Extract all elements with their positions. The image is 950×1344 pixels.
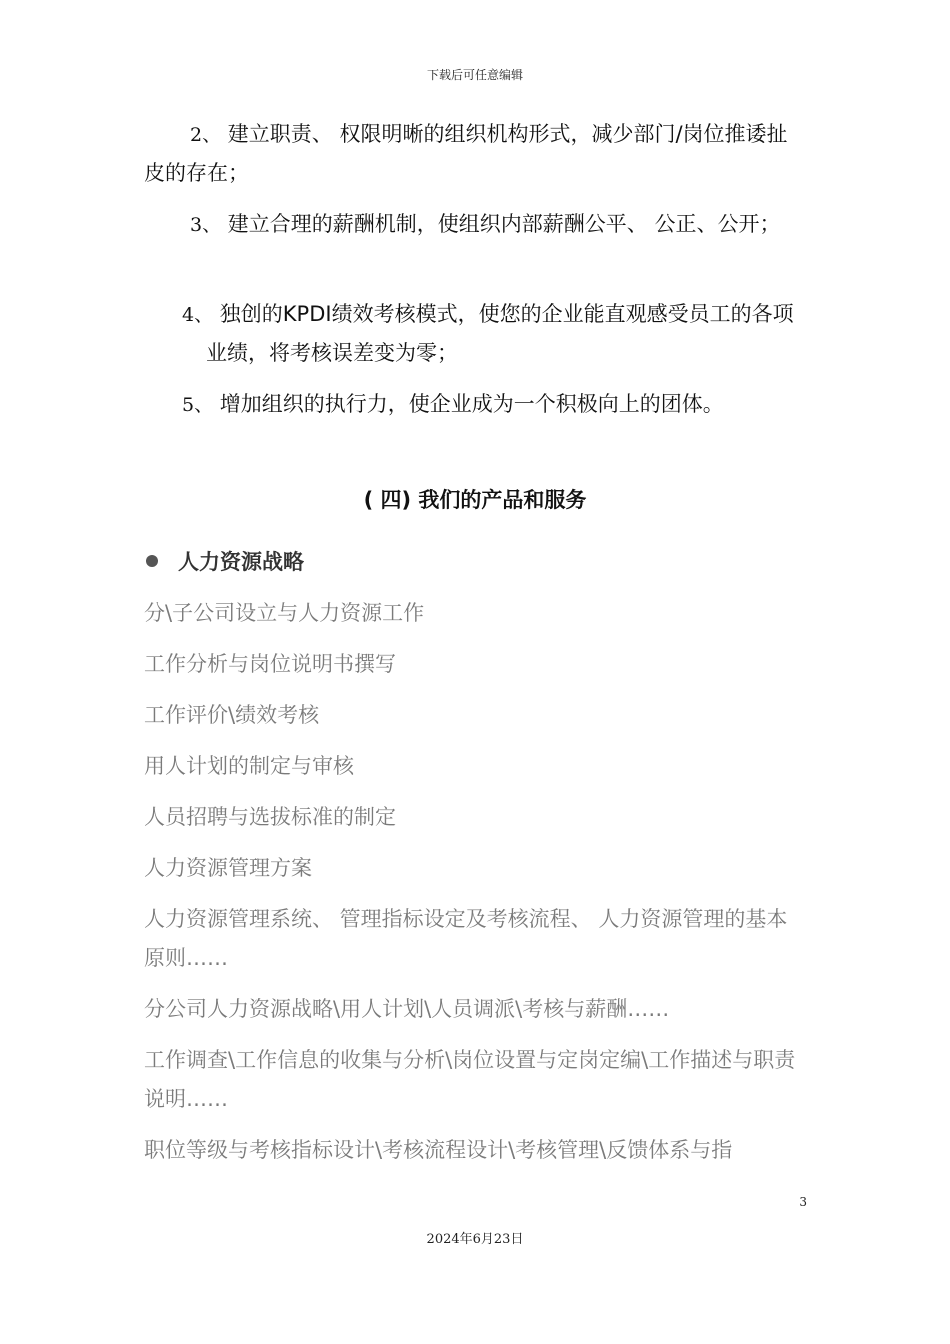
numbered-item-5 [144,385,806,424]
item-number: 2、 [190,124,222,146]
numbered-item-4 [144,295,806,372]
list-item: 分\子公司设立与人力资源工作 [144,601,425,625]
item-text: 建立合理的薪酬机制，使组织内部薪酬公平、 公正、公开； [221,212,781,236]
list-item: 分公司人力资源战略\用人计划\人员调派\考核与薪酬…… [144,997,670,1021]
bullet-heading [144,546,304,576]
item-number: 3、 [190,214,222,236]
item-text: 建立职责、 权限明晰的组织机构形式，减少部门/岗位推诿扯皮的存在； [144,122,788,185]
bullet-dot-icon [146,555,158,567]
item-text: 增加组织的执行力，使企业成为一个积极向上的团体。 [213,392,724,416]
page-number: 3 [799,1195,807,1209]
list-item: 职位等级与考核指标设计\考核流程设计\考核管理\反馈体系与指 [144,1138,733,1162]
numbered-item-2 [144,115,806,192]
list-item: 工作调查\工作信息的收集与分析\岗位设置与定岗定编\工作描述与职责说明…… [144,1048,796,1111]
numbered-item-3 [144,205,806,244]
list-item: 用人计划的制定与审核 [144,754,354,778]
item-number: 4、 [182,304,214,326]
list-item: 工作评价\绩效考核 [144,703,320,727]
bullet-heading-text: 人力资源战略 [178,550,304,574]
list-item: 工作分析与岗位说明书撰写 [144,652,396,676]
item-text: 独创的KPDI绩效考核模式，使您的企业能直观感受员工的各项业绩，将考核误差变为零； [206,302,794,365]
section-title: ( 四) 我们的产品和服务 [363,488,587,512]
list-item: 人员招聘与选拔标准的制定 [144,805,396,829]
list-item: 人力资源管理方案 [144,856,312,880]
list-item: 人力资源管理系统、 管理指标设定及考核流程、 人力资源管理的基本原则…… [144,907,788,970]
header-note: 下载后可任意编辑 [426,68,523,82]
item-number: 5、 [182,394,214,416]
footer-date: 2024年6月23日 [426,1232,524,1247]
services-list [144,594,806,1182]
